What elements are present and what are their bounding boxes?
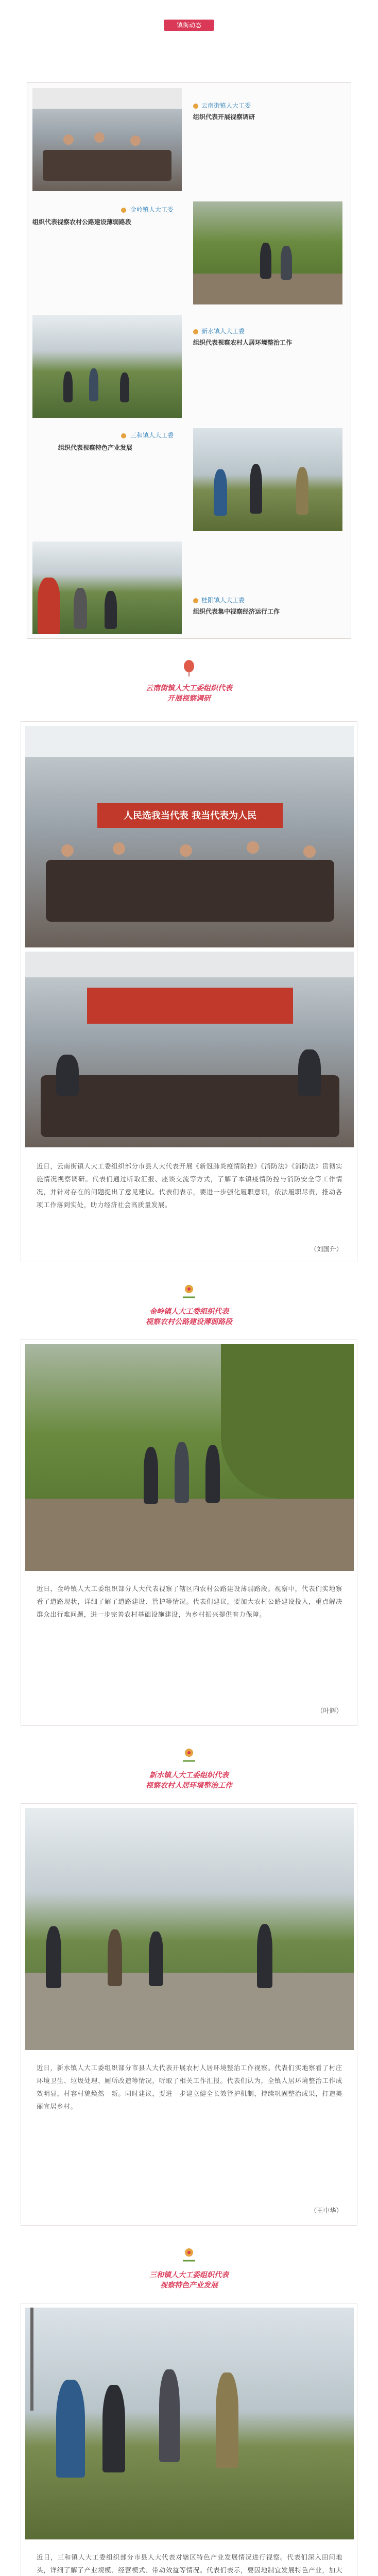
header-tag: 镇街动态 bbox=[164, 20, 214, 31]
section-2-paragraph: 近日，金岭镇人大工委组织部分人大代表视察了辖区内农村公路建设薄弱路段。视察中，代表们实地察看了道路现状，详细了解了道路建设、管护等情况。代表们建议，要加大农村公路建设投入，重点解决群众出行难问题，进一步完善农村基础设施建设，为乡村振兴提供有力保障。 bbox=[37, 1585, 342, 1618]
section-1-title-line-1: 云南街镇人大工委组织代表 bbox=[146, 684, 232, 692]
summary-tag-1: 云南街镇人大工委 bbox=[201, 102, 251, 109]
summary-bullet-4 bbox=[121, 433, 126, 438]
section-1-photo-1 bbox=[25, 726, 354, 947]
flower-icon bbox=[180, 1283, 198, 1300]
section-2-photo bbox=[25, 1344, 354, 1571]
section-4-paragraph: 近日，三和镇人大工委组织部分市县人大代表对辖区特色产业发展情况进行视察。代表们深入田间地头，详细了解了产业规模、经营模式、带动效益等情况。代表们表示，要因地制宜发展特色产业，加大 bbox=[37, 2553, 342, 2574]
summary-photo-5 bbox=[32, 541, 182, 634]
section-1-photo-2 bbox=[25, 952, 354, 1147]
section-3-card bbox=[21, 1803, 357, 2226]
section-2-card bbox=[21, 1340, 357, 1726]
section-4-card bbox=[21, 2303, 357, 2576]
section-1-title bbox=[0, 683, 378, 704]
summary-title-5[interactable]: 组织代表集中视察经济运行工作 bbox=[193, 608, 280, 615]
section-3-title-line-2: 视察农村人居环境整治工作 bbox=[146, 1782, 232, 1790]
summary-tag-2: 金岭镇人大工委 bbox=[130, 206, 174, 213]
section-1-banner: 人民选我当代表 我当代表为人民 bbox=[123, 810, 257, 821]
summary-panel bbox=[27, 82, 351, 639]
summary-bullet-5 bbox=[193, 598, 198, 603]
balloon-icon bbox=[180, 659, 198, 677]
section-3-paragraph: 近日，新水镇人大工委组织部分市县人大代表开展农村人居环境整治工作视察。代表们实地察看了村庄环境卫生、垃圾处理、厕所改造等情况，听取了相关工作汇报。代表们认为，全镇人居环境整治工作成效明显，村容村貌焕然一新。同时建议，要进一步建立健全长效管护机制，持续巩固整治成果，打造美丽宜居乡村。 bbox=[37, 2064, 342, 2110]
summary-photo-4 bbox=[193, 428, 342, 531]
section-1-paragraph: 近日，云南街镇人大工委组织部分市县人大代表开展《新冠肺炎疫情防控》《消防法》《消防法》贯彻实施情况视察调研。代表们通过听取汇报、座谈交流等方式，了解了本镇疫情防控与消防安全等工作情况，并针对存在的问题提出了意见建议。代表们表示，要进一步强化履职意识，依法履职尽责，推动各项工作落到实处，助力经济社会高质量发展。 bbox=[37, 1162, 342, 1209]
summary-bullet-3 bbox=[193, 329, 198, 334]
summary-title-3[interactable]: 组织代表视察农村人居环境整治工作 bbox=[193, 339, 293, 346]
section-4-photo bbox=[25, 2308, 354, 2539]
section-3-photo bbox=[25, 1808, 354, 2050]
section-2-title bbox=[0, 1307, 378, 1327]
summary-title-4[interactable]: 组织代表视察特色产业发展 bbox=[58, 444, 133, 451]
section-4-title bbox=[0, 2270, 378, 2291]
section-2-signature: （叶辉） bbox=[316, 1707, 342, 1715]
summary-tag-5: 桂阳镇人大工委 bbox=[201, 597, 245, 604]
section-1-title-line-2: 开展视察调研 bbox=[167, 694, 211, 703]
section-2-title-line-2: 视察农村公路建设薄弱路段 bbox=[146, 1318, 232, 1326]
section-2-title-line-1: 金岭镇人大工委组织代表 bbox=[149, 1308, 229, 1316]
section-4-title-line-2: 视察特色产业发展 bbox=[160, 2281, 218, 2290]
summary-tag-3: 新水镇人大工委 bbox=[201, 328, 245, 335]
flower-icon bbox=[180, 1747, 198, 1764]
section-3-title bbox=[0, 1770, 378, 1791]
summary-photo-1 bbox=[32, 88, 182, 191]
section-4-title-line-1: 三和镇人大工委组织代表 bbox=[149, 2271, 229, 2279]
section-1-card bbox=[21, 721, 357, 1262]
summary-title-1[interactable]: 组织代表开展视察调研 bbox=[193, 113, 255, 121]
section-3-title-line-1: 新水镇人大工委组织代表 bbox=[149, 1771, 229, 1780]
summary-bullet-1 bbox=[193, 104, 198, 109]
section-3-signature: （王中华） bbox=[310, 2207, 342, 2214]
summary-photo-2 bbox=[193, 201, 342, 304]
summary-tag-4: 三和镇人大工委 bbox=[130, 432, 174, 439]
flower-icon bbox=[180, 2246, 198, 2264]
section-1-signature: （刘国升） bbox=[310, 1245, 342, 1253]
summary-title-2[interactable]: 组织代表视察农村公路建设薄弱路段 bbox=[32, 218, 132, 226]
summary-photo-3 bbox=[32, 315, 182, 418]
summary-bullet-2 bbox=[121, 208, 126, 213]
